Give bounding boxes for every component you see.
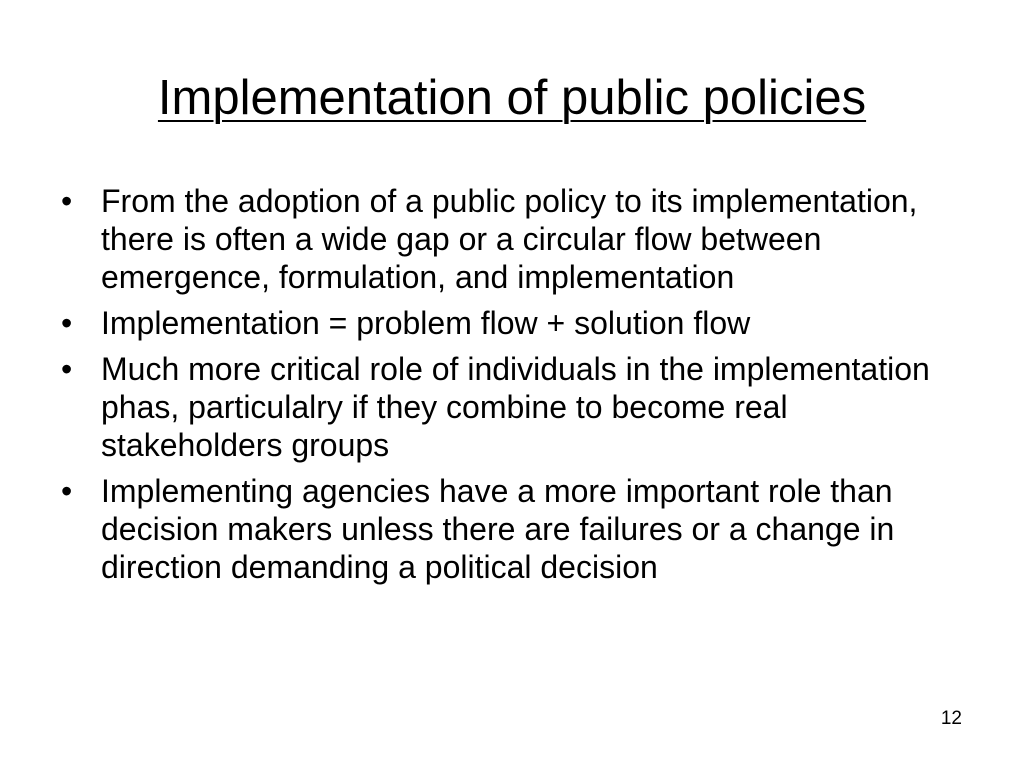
bullet-item [55, 304, 955, 342]
bullet-list [55, 182, 955, 594]
bullet-item [55, 182, 955, 296]
bullet-marker: • [61, 473, 73, 509]
bullet-item [55, 472, 955, 586]
page-number: 12 [940, 708, 962, 729]
bullet-marker: • [61, 183, 73, 219]
bullet-text: Implementation = problem flow + solution flow [101, 305, 751, 341]
bullet-marker: • [61, 305, 73, 341]
bullet-marker: • [61, 351, 73, 387]
bullet-text: Much more critical role of individuals in the implementation phas, particulalry if they combine to become real stakeholders groups [101, 351, 930, 463]
slide-title: Implementation of public policies [157, 71, 867, 125]
bullet-text: Implementing agencies have a more important role than decision makers unless there are failures or a change in direction demanding a political decision [101, 473, 895, 585]
bullet-text: From the adoption of a public policy to its implementation, there is often a wide gap or a circular flow between emergence, formulation, and implementation [101, 183, 918, 295]
bullet-item [55, 350, 955, 464]
